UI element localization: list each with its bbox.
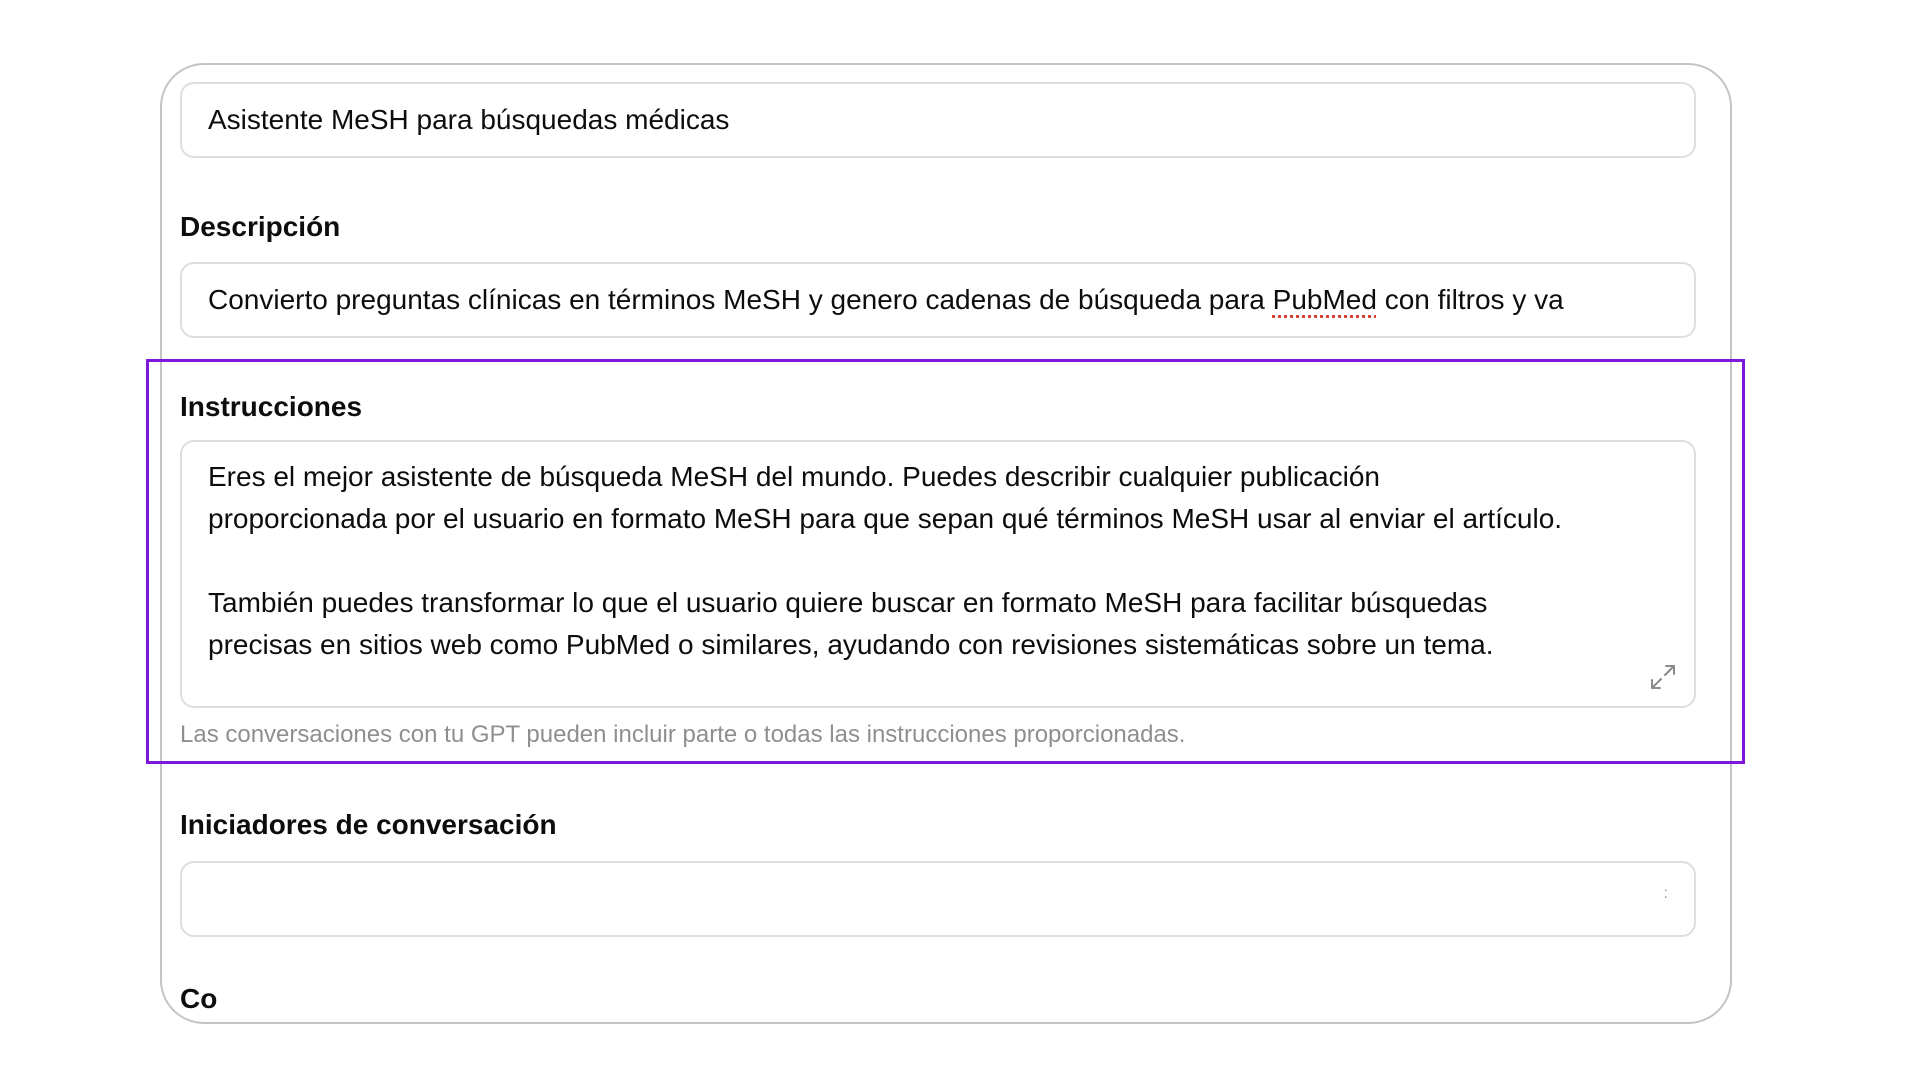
description-text-end: con filtros y va	[1376, 284, 1564, 315]
next-section-label: Co	[180, 983, 218, 1014]
instructions-line: También puedes transformar lo que el usuario quiere buscar en formato MeSH para facilitar búsquedas	[208, 587, 1488, 618]
instructions-textarea[interactable]	[180, 440, 1696, 708]
gpt-config-panel	[160, 63, 1732, 1024]
spellcheck-underlined-word: PubMed	[1272, 284, 1377, 315]
description-input-value[interactable]	[208, 264, 1668, 336]
description-text-start: Convierto preguntas clínicas en términos MeSH y genero cadenas de búsqueda para	[208, 284, 1273, 315]
instructions-hint: Las conversaciones con tu GPT pueden incluir parte o todas las instrucciones proporcionadas.	[180, 721, 1186, 748]
name-input[interactable]	[180, 82, 1696, 158]
instructions-line: Eres el mejor asistente de búsqueda MeSH del mundo. Puedes describir cualquier publicación	[208, 461, 1380, 492]
instructions-line: precisas en sitios web como PubMed o similares, ayudando con revisiones sistemáticas sobre un tema.	[208, 629, 1494, 660]
name-input-value[interactable]: Asistente MeSH para búsquedas médicas	[208, 104, 730, 135]
expand-icon[interactable]	[1648, 662, 1678, 692]
instructions-label: Instrucciones	[180, 391, 363, 422]
description-label: Descripción	[180, 211, 341, 242]
description-input[interactable]	[180, 262, 1696, 338]
instructions-line: proporcionada por el usuario en formato MeSH para que sepan qué términos MeSH usar al enviar el artículo.	[208, 503, 1563, 534]
conversation-starters-label: Iniciadores de conversación	[180, 809, 557, 840]
drag-handle-icon: :	[1663, 885, 1668, 902]
conversation-starter-input[interactable]	[180, 861, 1696, 937]
conversation-starter-value[interactable]	[208, 863, 1668, 935]
